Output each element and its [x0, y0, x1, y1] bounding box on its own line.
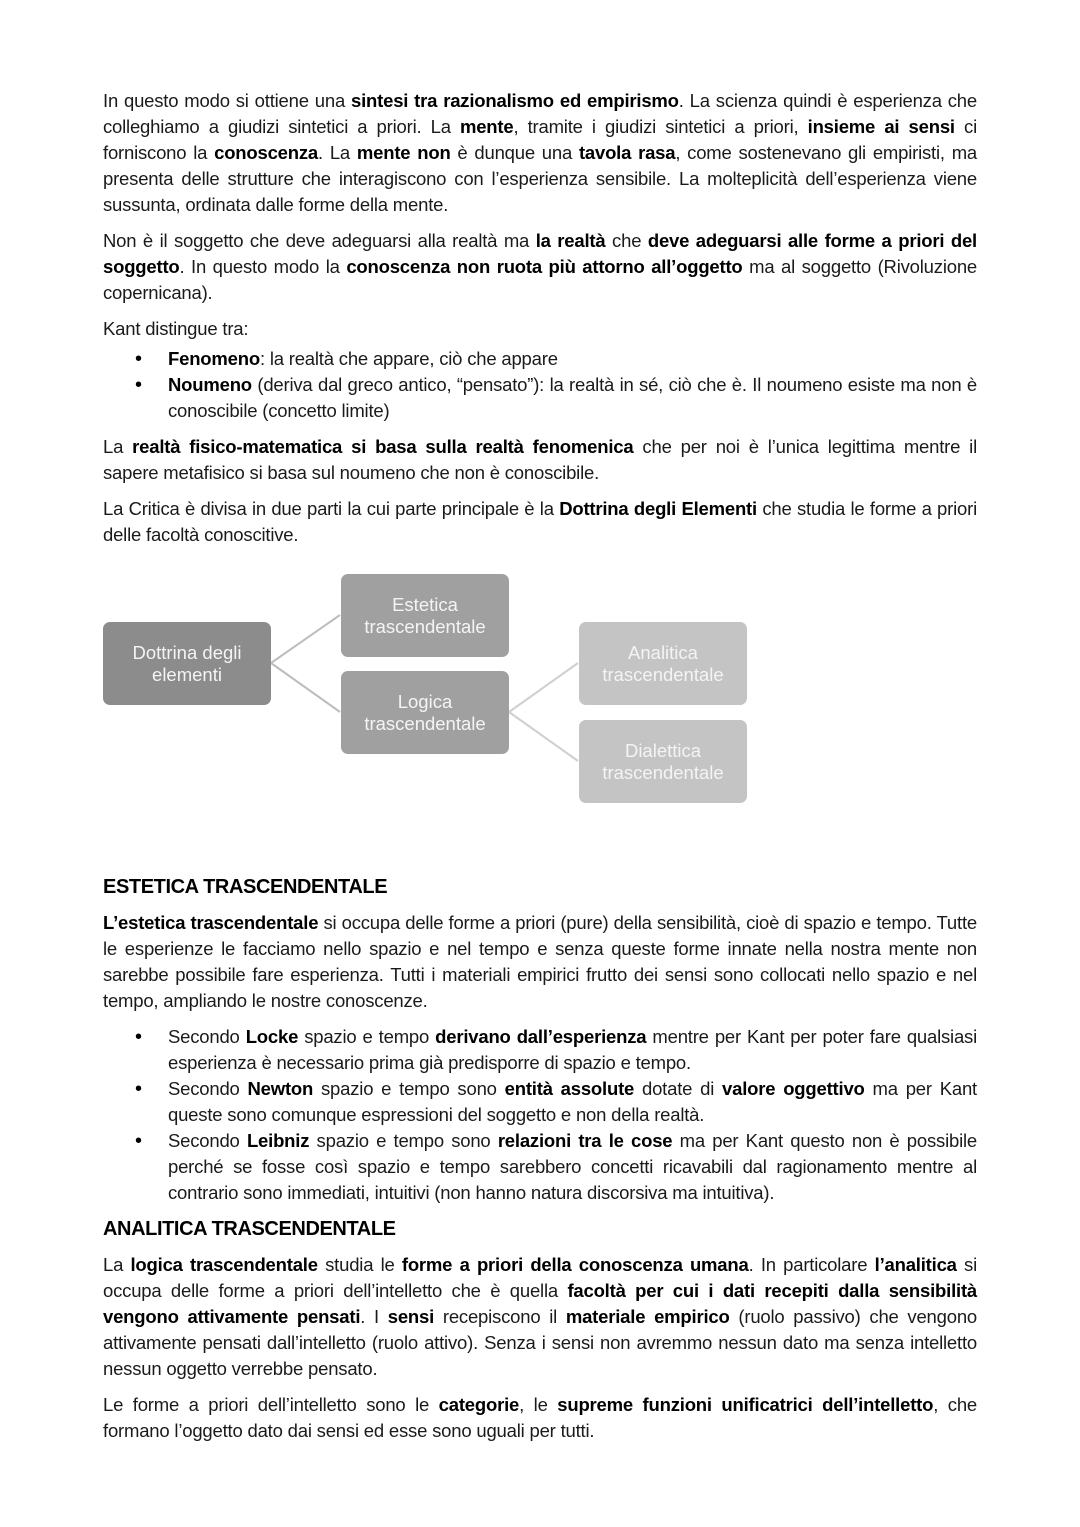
- bold-text: l’analitica: [874, 1254, 957, 1275]
- bold-text: la realtà: [535, 230, 606, 251]
- bold-text: mente non: [356, 142, 451, 163]
- text-run: spazio e tempo: [298, 1026, 436, 1047]
- text-run: è dunque una: [450, 142, 579, 163]
- list-item-newton: [103, 1076, 977, 1128]
- text-run: . In particolare: [748, 1254, 875, 1275]
- text-run: Kant distingue tra:: [103, 318, 249, 339]
- heading-analitica-trascendentale: ANALITICA TRASCENDENTALE: [103, 1218, 396, 1240]
- paragraph-realta-fisico-matematica: [103, 434, 977, 486]
- text-run: , come sostenevano gli empiristi, ma presenta delle strutture che interagiscono con l’esperienza sensibile. La molteplicità dell’esperienza viene sussunta, ordinata dalle forme della mente.: [103, 142, 978, 215]
- text-run: (deriva dal greco antico, “pensato”): la realtà in sé, ciò che è. Il noumeno esiste ma non è conoscibile (concetto limite): [168, 374, 977, 421]
- document-page: [103, 88, 977, 1454]
- bold-text: Fenomeno: [168, 348, 260, 369]
- heading-estetica-trascendentale: ESTETICA TRASCENDENTALE: [103, 876, 388, 898]
- list-item-noumeno: [103, 372, 977, 424]
- text-run: La Critica è divisa in due parti la cui parte principale è la: [103, 498, 560, 519]
- bold-text: entità assolute: [504, 1078, 635, 1099]
- list-item-fenomeno: [103, 346, 977, 372]
- paragraph-analitica: [103, 1252, 977, 1382]
- text-run: che studia le forme a priori delle facoltà conoscitive.: [103, 498, 977, 545]
- text-run: La: [103, 1254, 131, 1275]
- paragraph-rivoluzione-copernicana: [103, 228, 977, 306]
- list-locke-newton-leibniz: [103, 1024, 977, 1206]
- text-run: Non è il soggetto che deve adeguarsi alla realtà ma: [103, 230, 536, 251]
- bold-text: realtà fisico-matematica si basa sulla realtà fenomenica: [132, 436, 634, 457]
- text-run: ma al soggetto (Rivoluzione copernicana).: [103, 256, 977, 303]
- text-run: , che formano l’oggetto dato dai sensi ed esse sono uguali per tutti.: [103, 1394, 977, 1441]
- bold-text: tavola rasa: [578, 142, 676, 163]
- paragraph-estetica: [103, 910, 977, 1014]
- bold-text: deve adeguarsi alle forme a priori del soggetto: [103, 230, 978, 277]
- text-run: spazio e tempo sono: [309, 1130, 498, 1151]
- text-run: . La: [318, 142, 357, 163]
- list-item-locke: [103, 1024, 977, 1076]
- list-item-leibniz: [103, 1128, 977, 1206]
- text-run: : la realtà che appare, ciò che appare: [259, 348, 558, 369]
- bold-text: forme a priori della conoscenza umana: [401, 1254, 749, 1275]
- text-run: ci forniscono la: [103, 116, 977, 163]
- bold-text: relazioni tra le cose: [497, 1130, 673, 1151]
- bold-text: supreme funzioni unificatrici dell’intelletto: [557, 1394, 934, 1415]
- bold-text: derivano dall’esperienza: [435, 1026, 647, 1047]
- text-run: ma per Kant questo non è possibile perché se fosse così spazio e tempo sarebbero concetti ricavabili dal ragionamento mentre al contrario sono immediati, intuitivi (non hanno natura discorsiva ma intuitiva).: [168, 1130, 977, 1203]
- bold-text: facoltà per cui i dati recepiti dalla sensibilità vengono attivamente pensati: [103, 1280, 977, 1327]
- text-run: . La scienza quindi è esperienza che colleghiamo a giudizi sintetici a priori. La: [103, 90, 977, 137]
- text-run: , tramite i giudizi sintetici a priori,: [513, 116, 808, 137]
- bold-text: valore oggettivo: [722, 1078, 865, 1099]
- text-run: dotate di: [634, 1078, 723, 1099]
- bold-text: mente: [459, 116, 514, 137]
- text-run: Secondo: [168, 1078, 248, 1099]
- paragraph-sintesi: [103, 88, 977, 218]
- bold-text: sensi: [387, 1306, 435, 1327]
- text-run: che: [605, 230, 648, 251]
- text-run: studia le: [317, 1254, 402, 1275]
- bold-text: materiale empirico: [565, 1306, 730, 1327]
- text-run: si occupa delle forme a priori (pure) della sensibilità, cioè di spazio e tempo. Tutte le esperienze le facciamo nello spazio e nel tempo e senza queste forme innate nella nostra mente non sarebbe possibile fare esperienza. Tutti i materiali empirici frutto dei sensi sono collocati nello spazio e nel tempo, ampliando le nostre conoscenze.: [103, 912, 977, 1011]
- node-dialettica-trascendentale: Dialettica trascendentale: [579, 720, 747, 803]
- bold-text: conoscenza non ruota più attorno all’oggetto: [346, 256, 743, 277]
- paragraph-kant-distingue: [103, 316, 977, 342]
- paragraph-dottrina-elementi: [103, 496, 977, 548]
- hierarchy-diagram: [100, 574, 977, 866]
- text-run: recepiscono il: [434, 1306, 566, 1327]
- node-dottrina-degli-elementi: Dottrina degli elementi: [103, 622, 271, 705]
- text-run: ma per Kant queste sono comunque espressioni del soggetto e non della realtà.: [168, 1078, 977, 1125]
- text-run: Secondo: [168, 1026, 246, 1047]
- node-estetica-trascendentale: Estetica trascendentale: [341, 574, 509, 657]
- node-logica-trascendentale: Logica trascendentale: [341, 671, 509, 754]
- text-run: In questo modo si ottiene una: [103, 90, 352, 111]
- text-run: . In questo modo la: [179, 256, 347, 277]
- text-run: Secondo: [168, 1130, 247, 1151]
- text-run: si occupa delle forme a priori dell’intelletto che è quella: [103, 1254, 978, 1301]
- bold-text: Locke: [245, 1026, 299, 1047]
- bold-text: categorie: [438, 1394, 520, 1415]
- bold-text: logica trascendentale: [130, 1254, 318, 1275]
- bold-text: L’estetica trascendentale: [103, 912, 319, 933]
- text-run: mentre per Kant per poter fare qualsiasi esperienza è necessario prima già predisporre di spazio e tempo.: [168, 1026, 978, 1073]
- text-run: (ruolo passivo) che vengono attivamente pensati dall’intelletto (ruolo attivo). Senza i sensi non avremmo nessun dato ma senza intelletto nessun oggetto verrebbe pensato.: [103, 1306, 977, 1379]
- text-run: , le: [519, 1394, 558, 1415]
- bold-text: conoscenza: [214, 142, 319, 163]
- text-run: La: [103, 436, 133, 457]
- bold-text: Newton: [247, 1078, 314, 1099]
- bold-text: Noumeno: [168, 374, 252, 395]
- list-fenomeno-noumeno: [103, 346, 977, 424]
- bold-text: Dottrina degli Elementi: [559, 498, 757, 519]
- paragraph-categorie: [103, 1392, 977, 1444]
- text-run: Le forme a priori dell’intelletto sono le: [103, 1394, 439, 1415]
- text-run: . I: [360, 1306, 388, 1327]
- node-analitica-trascendentale: Analitica trascendentale: [579, 622, 747, 705]
- text-run: che per noi è l’unica legittima mentre il sapere metafisico si basa sul noumeno che non è conoscibile.: [103, 436, 977, 483]
- bold-text: sintesi tra razionalismo ed empirismo: [351, 90, 679, 111]
- bold-text: Leibniz: [246, 1130, 310, 1151]
- bold-text: insieme ai sensi: [807, 116, 955, 137]
- text-run: spazio e tempo sono: [313, 1078, 505, 1099]
